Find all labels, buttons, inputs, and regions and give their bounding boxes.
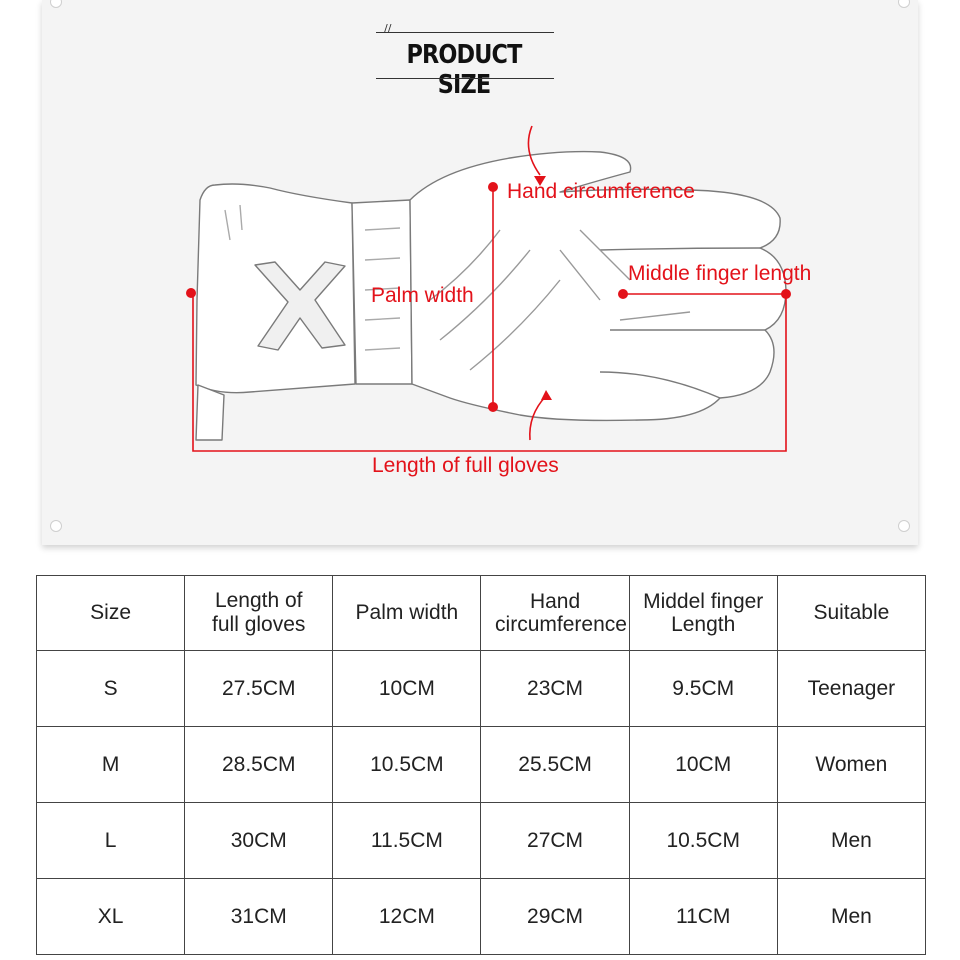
label-hand-circumference: Hand circumference xyxy=(507,180,695,203)
header-palm-width: Palm width xyxy=(333,576,481,651)
cell-length: 27.5CM xyxy=(185,651,333,727)
cell-hand: 25.5CM xyxy=(481,727,629,803)
cell-suitable: Men xyxy=(777,803,925,879)
header-suitable: Suitable xyxy=(777,576,925,651)
table-row xyxy=(37,727,926,803)
header-finger-text: Middel finger Length xyxy=(643,589,764,636)
palm-dot-top xyxy=(488,182,498,192)
finger-dot-left xyxy=(618,289,628,299)
cell-hand: 29CM xyxy=(481,879,629,955)
cell-length: 31CM xyxy=(185,879,333,955)
length-dot-left xyxy=(186,288,196,298)
finger-dot-right xyxy=(781,289,791,299)
header-length-full-gloves xyxy=(185,576,333,651)
size-chart-table xyxy=(36,575,926,955)
cell-palm: 10CM xyxy=(333,651,481,727)
cell-suitable: Women xyxy=(777,727,925,803)
cell-palm: 11.5CM xyxy=(333,803,481,879)
header-middle-finger-length xyxy=(629,576,777,651)
header-length-text: Length of full gloves xyxy=(212,589,306,636)
cuff-tab xyxy=(196,385,224,440)
cell-suitable: Men xyxy=(777,879,925,955)
cell-finger: 10.5CM xyxy=(629,803,777,879)
label-middle-finger-length: Middle finger length xyxy=(628,262,812,285)
label-length-full-gloves: Length of full gloves xyxy=(372,454,559,477)
table-row xyxy=(37,651,926,727)
table-header-row xyxy=(37,576,926,651)
label-palm-width: Palm width xyxy=(371,284,474,307)
title-slash-mark: // xyxy=(384,22,392,35)
cell-palm: 10.5CM xyxy=(333,727,481,803)
table-row xyxy=(37,879,926,955)
cell-hand: 27CM xyxy=(481,803,629,879)
cell-size: M xyxy=(37,727,185,803)
cell-size: S xyxy=(37,651,185,727)
table-row xyxy=(37,803,926,879)
glove-illustration xyxy=(196,152,786,440)
cell-length: 30CM xyxy=(185,803,333,879)
cell-length: 28.5CM xyxy=(185,727,333,803)
cell-size: XL xyxy=(37,879,185,955)
cell-finger: 10CM xyxy=(629,727,777,803)
header-hand-text: Hand circumference xyxy=(495,589,627,636)
cell-hand: 23CM xyxy=(481,651,629,727)
cell-palm: 12CM xyxy=(333,879,481,955)
cell-finger: 11CM xyxy=(629,879,777,955)
page-title: PRODUCT SIZE xyxy=(406,40,522,100)
header-hand-circumference xyxy=(481,576,629,651)
cell-size: L xyxy=(37,803,185,879)
palm-dot-bottom xyxy=(488,402,498,412)
cell-suitable: Teenager xyxy=(777,651,925,727)
cell-finger: 9.5CM xyxy=(629,651,777,727)
header-size: Size xyxy=(37,576,185,651)
